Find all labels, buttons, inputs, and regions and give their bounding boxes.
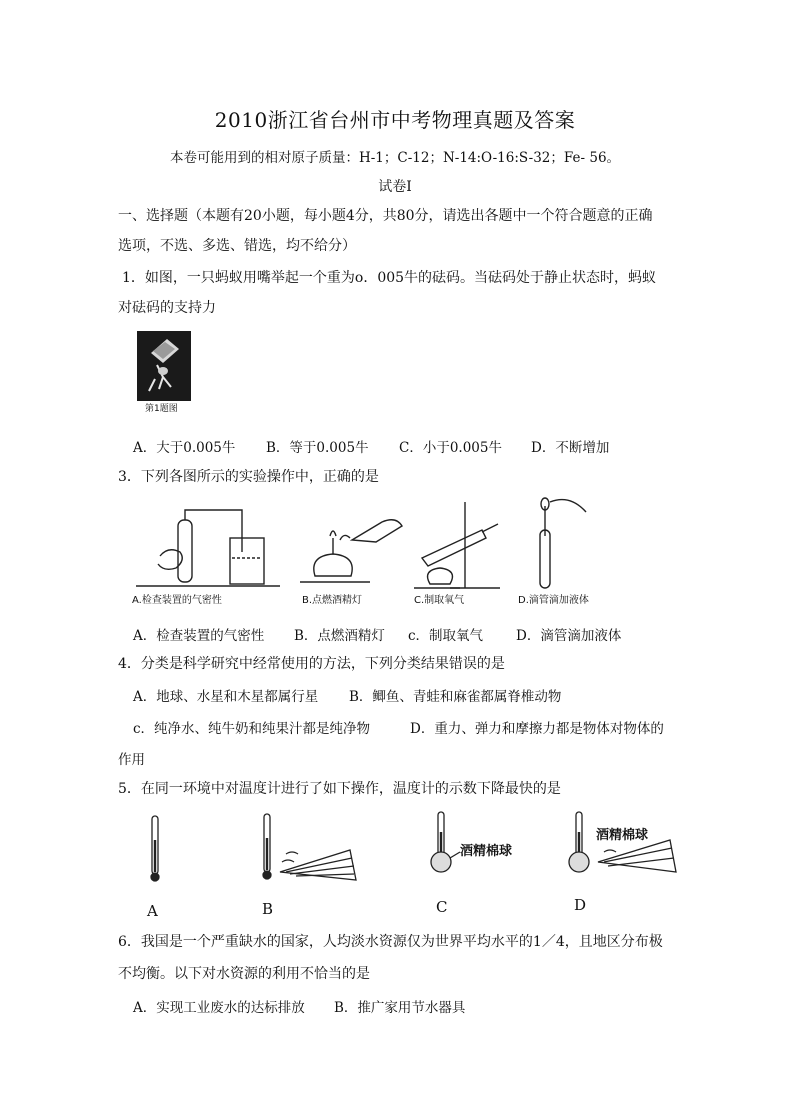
- q3-option-b: B．点燃酒精灯: [294, 628, 385, 644]
- q5-fig-label-a: A: [147, 902, 158, 920]
- q3-fig-label-b: B.点燃酒精灯: [302, 595, 363, 606]
- q3-fig-label-a: A.检查装置的气密性: [132, 595, 222, 606]
- q6-option-b: B．推广家用节水器具: [334, 1000, 466, 1016]
- q1-option-a: A．大于0.005牛: [133, 440, 236, 456]
- q5-fig-label-d: D: [574, 896, 587, 914]
- q1-ant-figure: [137, 331, 191, 415]
- instructions-line-2: 选项，不选、多选、错选，均不给分）: [118, 238, 356, 254]
- atomic-masses-note: 本卷可能用到的相对原子质量：H-1；C-12；N-14:O-16:S-32；Fe- 56。: [169, 150, 621, 166]
- q4-option-d-cont: 作用: [118, 752, 145, 768]
- q3-stem: 3．下列各图所示的实验操作中，正确的是: [118, 469, 379, 485]
- q5-fig-label-b: B: [262, 900, 274, 918]
- q1-option-b: B．等于0.005牛: [266, 440, 369, 456]
- q5-stem: 5．在同一环境中对温度计进行了如下操作，温度计的示数下降最快的是: [118, 781, 561, 797]
- q3-lab-figures: [130, 496, 590, 608]
- q6-stem-line-2: 不均衡。以下对水资源的利用不恰当的是: [118, 966, 370, 982]
- q1-option-d: D．不断增加: [531, 440, 610, 456]
- page-title: 2010浙江省台州市中考物理真题及答案: [214, 108, 576, 132]
- q3-fig-label-d: D.滴管滴加液体: [518, 595, 589, 606]
- q1-stem-line-1: 1．如图，一只蚂蚁用嘴举起一个重为o．005牛的砝码。当砝码处于静止状态时，蚂蚁: [122, 270, 657, 286]
- q1-stem-line-2: 对砝码的支持力: [118, 300, 216, 316]
- q1-option-c: C．小于0.005牛: [399, 440, 502, 456]
- q3-option-d: D．滴管滴加液体: [516, 628, 622, 644]
- q3-option-c: c．制取氧气: [408, 628, 484, 644]
- q4-option-a: A．地球、水星和木星都属行星: [133, 689, 319, 705]
- q5-fig-label-c: C: [436, 898, 448, 916]
- q3-option-a: A．检查装置的气密性: [133, 628, 265, 644]
- section-heading: 试卷Ⅰ: [378, 179, 412, 195]
- q6-stem-line-1: 6．我国是一个严重缺水的国家，人均淡水资源仅为世界平均水平的1／4，且地区分布极: [118, 934, 663, 950]
- q4-option-b: B．鲫鱼、青蛙和麻雀都属脊椎动物: [349, 689, 562, 705]
- q5-cotton-label-d: 酒精棉球: [596, 828, 649, 843]
- q5-thermometer-figures: [130, 810, 680, 920]
- q1-figure-caption: 第1题图: [145, 404, 178, 414]
- q4-stem: 4．分类是科学研究中经常使用的方法，下列分类结果错误的是: [118, 656, 505, 672]
- q4-option-c: c．纯净水、纯牛奶和纯果汁都是纯净物: [133, 721, 371, 737]
- q5-cotton-label-c: 酒精棉球: [460, 844, 513, 859]
- q6-option-a: A．实现工业废水的达标排放: [133, 1000, 305, 1016]
- q4-option-d: D．重力、弹力和摩擦力都是物体对物体的: [410, 721, 664, 737]
- instructions-line-1: 一、选择题（本题有20小题，每小题4分，共80分，请选出各题中一个符合题意的正确: [118, 208, 653, 224]
- q3-fig-label-c: C.制取氧气: [414, 595, 465, 606]
